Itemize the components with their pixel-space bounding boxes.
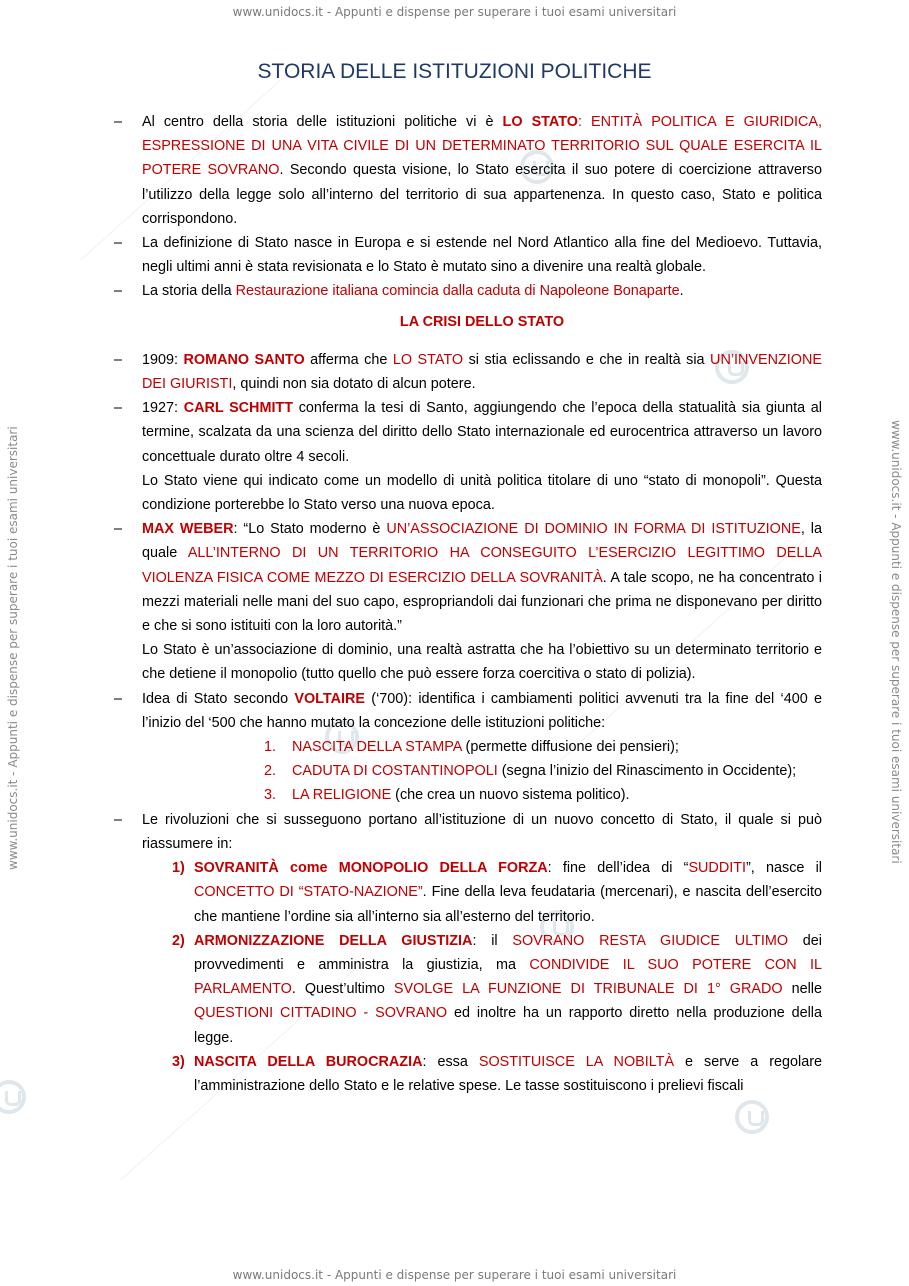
paragraph-restaurazione: – La storia della Restaurazione italiana comincia dalla caduta di Napoleone Bonaparte. — [142, 279, 822, 303]
paragraph-1927: – 1927: CARL SCHMITT conferma la tesi di Santo, aggiungendo che l’epoca della statualità sia giunta al termine, scalzata da una scienza del diritto dello Stato internazionale ed eurocentrica attraverso un lavoro concettuale durato oltre 4 secoli. Lo Stato viene qui indicato come un modello di unità politica titolare di uno “stato di monopoli”. Questa condizione porterebbe lo Stato verso una nuova epoca. — [142, 396, 822, 517]
header-watermark: www.unidocs.it - Appunti e dispense per superare i tuoi esami universitari — [232, 5, 677, 19]
right-side-watermark: www.unidocs.it - Appunti e dispense per superare i tuoi esami universitari — [889, 420, 903, 864]
list-item: 1. NASCITA DELLA STAMPA (permette diffusione dei pensieri); — [264, 739, 679, 756]
list-item: 2) ARMONIZZAZIONE DELLA GIUSTIZIA: il SOVRANO RESTA GIUDICE ULTIMO dei provvedimenti e amministra la giustizia, ma CONDIVIDE IL SUO POTERE CON IL PARLAMENTO. Quest’ultimo SVOLGE LA FUNZIONE DI TRIBUNALE DI 1° GRADO nelle QUESTIONI CITTADINO - SOVRANO ed inoltre ha un rapporto diretto nella produzione della legge. — [172, 932, 823, 1046]
dash-bullet: – — [114, 811, 123, 828]
page-title: STORIA DELLE ISTITUZIONI POLITICHE — [257, 60, 652, 83]
voltaire-list — [264, 735, 822, 808]
paragraph-1909: – 1909: ROMANO SANTO afferma che LO STATO si stia eclissando e che in realtà sia UN’INVENZIONE DEI GIURISTI, quindi non sia dotato di alcun potere. — [142, 348, 822, 396]
unidocs-logo-icon — [0, 1080, 26, 1114]
footer-watermark: www.unidocs.it - Appunti e dispense per superare i tuoi esami universitari — [232, 1268, 677, 1282]
paragraph-rivoluzioni: – Le rivoluzioni che si susseguono portano all’istituzione di un nuovo concetto di Stato, il quale si può riassumere in: 1) SOVRANITÀ come MONOPOLIO DELLA FORZA: fine dell’idea di “SUDDITI”, nasce il CONCETTO DI “STATO-NAZIONE”. Fine della leva feudataria (mercenari), e nascita dell’esercito che mantiene l’ordine sia all’interno sia all’esterno del territorio. 2) ARMONIZZAZIONE DELLA GIUSTIZIA: il SOVRANO RESTA GIUDICE ULTIMO dei provvedimenti e amministra la giustizia, ma CONDIVIDE IL SUO POTERE CON IL PARLAMENTO. Quest’ultimo SVOLGE LA FUNZIONE DI TRIBUNALE DI 1° GRADO nelle QUESTIONI CITTADINO - SOVRANO ed inoltre ha un rapporto diretto nella produzione della legge. 3) NASCITA DELLA BUROCRAZIA: essa SOSTITUISCE LA NOBILTÀ e serve a regolare l’amministrazione dello Stato e le relative spese. Le tasse sostituiscono i prelievi fiscali — [142, 808, 822, 1098]
dash-bullet: – — [114, 351, 123, 368]
dash-bullet: – — [114, 400, 123, 417]
document-body — [114, 110, 823, 1098]
list-item: 1) SOVRANITÀ come MONOPOLIO DELLA FORZA: fine dell’idea di “SUDDITI”, nasce il CONCETTO DI “STATO-NAZIONE”. Fine della leva feudataria (mercenari), e nascita dell’esercito che mantiene l’ordine sia all’interno sia all’esterno del territorio. — [172, 860, 822, 925]
list-item: 3) NASCITA DELLA BUROCRAZIA: essa SOSTITUISCE LA NOBILTÀ e serve a regolare l’amministrazione dello Stato e le relative spese. Le tasse sostituiscono i prelievi fiscali — [172, 1053, 822, 1094]
list-item: 3. LA RELIGIONE (che crea un nuovo sistema politico). — [264, 787, 630, 804]
left-side-watermark: www.unidocs.it - Appunti e dispense per superare i tuoi esami universitari — [6, 426, 20, 870]
unidocs-logo-icon — [735, 1100, 769, 1134]
dash-bullet: – — [114, 690, 123, 707]
section-heading: LA CRISI DELLO STATO — [399, 313, 565, 330]
dash-bullet: – — [114, 114, 123, 130]
paragraph-definizione: – La definizione di Stato nasce in Europa e si estende nel Nord Atlantico alla fine del Medioevo. Tuttavia, negli ultimi anni è stata revisionata e lo Stato è mutato sino a divenire una realtà globale. — [142, 231, 822, 279]
paragraph-weber: – MAX WEBER: “Lo Stato moderno è UN’ASSOCIAZIONE DI DOMINIO IN FORMA DI ISTITUZIONE, la quale ALL’INTERNO DI UN TERRITORIO HA CONSEGUITO L’ESERCIZIO LEGITTIMO DELLA VIOLENZA FISICA COME MEZZO DI ESERCIZIO DELLA SOVRANITÀ. A tale scopo, ne ha concentrato i mezzi materiali nelle mani del suo capo, espropriandoli dai funzionari che prima ne disponevano per diritto e che si sono istituiti con la loro autorità.” Lo Stato è un’associazione di dominio, una realtà astratta che ha l’obiettivo su un determinato territorio e che detiene il monopolio (tutto quello che può essere forza coercitiva o stato di polizia). — [142, 517, 822, 686]
paragraph-voltaire: – Idea di Stato secondo VOLTAIRE (‘700): identifica i cambiamenti politici avvenuti tra la fine del ‘400 e l’inizio del ‘500 che hanno mutato la concezione delle istituzioni politiche: 1. NASCITA DELLA STAMPA (permette diffusione dei pensieri); 2. CADUTA DI COSTANTINOPOLI (segna l’inizio del Rinascimento in Occidente); 3. LA RELIGIONE (che crea un nuovo sistema politico). — [142, 687, 822, 808]
rivoluzioni-list — [172, 856, 823, 1098]
dash-bullet: – — [114, 235, 123, 252]
list-item: 2. CADUTA DI COSTANTINOPOLI (segna l’inizio del Rinascimento in Occidente); — [264, 763, 797, 780]
dash-bullet: – — [114, 283, 123, 300]
dash-bullet: – — [114, 521, 123, 538]
paragraph-lo-stato: – Al centro della storia delle istituzioni politiche vi è LO STATO: ENTITÀ POLITICA E GIURIDICA, ESPRESSIONE DI UNA VITA CIVILE DI UN DETERMINATO TERRITORIO SUL QUALE ESERCITA IL POTERE SOVRANO. Secondo questa visione, lo Stato esercita il suo potere di coercizione attraverso l’utilizzo della legge solo all’interno del territorio di sua appartenenza. In questo caso, Stato e politica corrispondono. — [142, 110, 822, 231]
